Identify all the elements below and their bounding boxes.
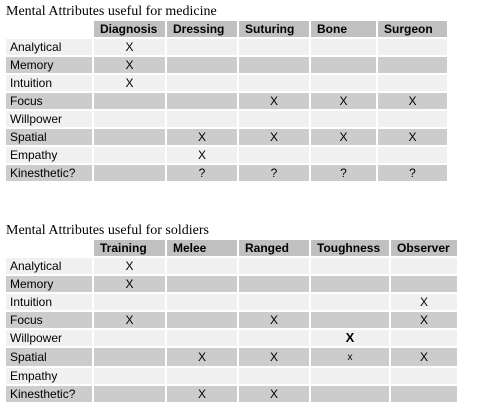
cell-mark: ?	[409, 166, 416, 180]
soldiers-table-block	[6, 223, 459, 404]
cell-mark: X	[197, 130, 206, 144]
table-cell	[239, 294, 309, 310]
row-label: Memory	[6, 276, 92, 292]
table-cell	[378, 75, 447, 91]
table-cell	[167, 258, 237, 274]
table-cell	[391, 330, 457, 346]
cell-mark: X	[339, 130, 348, 144]
table-cell	[94, 165, 165, 181]
table-cell	[94, 111, 165, 127]
table-cell	[239, 386, 309, 402]
table-row	[6, 93, 447, 109]
cell-mark: ?	[198, 166, 206, 180]
column-header: Bone	[311, 21, 376, 37]
cell-mark: X	[125, 76, 134, 90]
column-header: Toughness	[311, 240, 389, 256]
medicine-table-block	[6, 4, 449, 183]
column-header: Suturing	[239, 21, 309, 37]
table-cell	[239, 75, 309, 91]
table-cell	[378, 111, 447, 127]
table-cell	[311, 312, 389, 328]
column-header: Observer	[391, 240, 457, 256]
table-cell	[167, 129, 237, 145]
row-label: Analytical	[6, 39, 92, 55]
table-row	[6, 129, 447, 145]
cell-mark: X	[197, 148, 206, 162]
table-cell	[311, 93, 376, 109]
soldiers-table-caption: Mental Attributes useful for soldiers	[6, 223, 209, 238]
column-header: Diagnosis	[94, 21, 165, 37]
table-cell	[391, 386, 457, 402]
table-cell	[94, 330, 165, 346]
medicine-attributes-table	[4, 19, 449, 183]
table-cell	[239, 165, 309, 181]
row-label: Analytical	[6, 258, 92, 274]
row-label: Kinesthetic?	[6, 165, 92, 181]
table-cell	[311, 330, 389, 346]
cell-mark: X	[419, 313, 428, 327]
row-label: Empathy	[6, 368, 92, 384]
table-cell	[311, 368, 389, 384]
cell-mark: ?	[340, 166, 347, 180]
table-cell	[239, 276, 309, 292]
table-cell	[94, 276, 165, 292]
table-cell	[239, 111, 309, 127]
table-row	[6, 330, 457, 346]
table-row	[6, 75, 447, 91]
table-cell	[94, 368, 165, 384]
table-cell	[167, 57, 237, 73]
table-row	[6, 111, 447, 127]
table-row	[6, 276, 457, 292]
cell-mark: X	[197, 387, 206, 401]
header-row	[6, 240, 457, 256]
cell-mark: X	[197, 350, 206, 364]
table-cell	[391, 368, 457, 384]
cell-mark: X	[345, 330, 355, 345]
table-cell	[311, 386, 389, 402]
table-cell	[94, 129, 165, 145]
table-cell	[94, 75, 165, 91]
table-cell	[239, 147, 309, 163]
cell-mark: X	[339, 94, 348, 108]
table-row	[6, 147, 447, 163]
header-corner	[6, 240, 92, 256]
column-header: Ranged	[239, 240, 309, 256]
table-cell	[378, 57, 447, 73]
cell-mark: X	[125, 40, 134, 54]
table-cell	[311, 258, 389, 274]
table-cell	[167, 75, 237, 91]
cell-mark: X	[125, 277, 134, 291]
table-row	[6, 258, 457, 274]
table-cell	[167, 386, 237, 402]
table-cell	[239, 312, 309, 328]
row-label: Kinesthetic?	[6, 386, 92, 402]
row-label: Focus	[6, 312, 92, 328]
table-row	[6, 57, 447, 73]
row-label: Intuition	[6, 75, 92, 91]
cell-mark: X	[419, 295, 428, 309]
header-row	[6, 21, 447, 37]
cell-mark: x	[347, 352, 353, 363]
cell-mark: X	[269, 313, 278, 327]
table-cell	[391, 276, 457, 292]
table-cell	[391, 312, 457, 328]
table-cell	[391, 348, 457, 366]
table-cell	[167, 39, 237, 55]
cell-mark: ?	[270, 166, 278, 180]
table-cell	[311, 129, 376, 145]
table-cell	[167, 147, 237, 163]
cell-mark: X	[125, 259, 134, 273]
table-cell	[239, 57, 309, 73]
table-cell	[311, 294, 389, 310]
table-cell	[311, 57, 376, 73]
table-cell	[239, 129, 309, 145]
table-cell	[167, 294, 237, 310]
table-cell	[167, 111, 237, 127]
table-cell	[167, 312, 237, 328]
table-cell	[94, 258, 165, 274]
column-header: Melee	[167, 240, 237, 256]
row-label: Willpower	[6, 330, 92, 346]
row-label: Willpower	[6, 111, 92, 127]
row-label: Spatial	[6, 348, 92, 366]
table-cell	[311, 147, 376, 163]
cell-mark: X	[269, 130, 278, 144]
table-cell	[167, 348, 237, 366]
table-cell	[94, 348, 165, 366]
table-cell	[378, 165, 447, 181]
table-cell	[94, 312, 165, 328]
table-cell	[94, 57, 165, 73]
row-label: Intuition	[6, 294, 92, 310]
table-cell	[239, 348, 309, 366]
table-cell	[311, 111, 376, 127]
table-cell	[239, 258, 309, 274]
table-cell	[167, 93, 237, 109]
column-header: Surgeon	[378, 21, 447, 37]
header-corner	[6, 21, 92, 37]
medicine-table-caption: Mental Attributes useful for medicine	[6, 4, 217, 19]
table-row	[6, 39, 447, 55]
row-label: Focus	[6, 93, 92, 109]
row-label: Spatial	[6, 129, 92, 145]
column-header: Dressing	[167, 21, 237, 37]
table-row	[6, 312, 457, 328]
table-row	[6, 165, 447, 181]
table-cell	[311, 276, 389, 292]
cell-mark: X	[125, 313, 134, 327]
table-cell	[239, 93, 309, 109]
table-row	[6, 294, 457, 310]
table-cell	[94, 93, 165, 109]
table-cell	[94, 294, 165, 310]
column-header: Training	[94, 240, 165, 256]
table-cell	[391, 258, 457, 274]
table-cell	[167, 330, 237, 346]
table-cell	[94, 39, 165, 55]
table-cell	[378, 39, 447, 55]
cell-mark: X	[269, 94, 278, 108]
table-cell	[94, 147, 165, 163]
row-label: Memory	[6, 57, 92, 73]
table-cell	[94, 386, 165, 402]
cell-mark: X	[419, 350, 428, 364]
cell-mark: X	[125, 58, 134, 72]
table-cell	[311, 39, 376, 55]
cell-mark: X	[269, 350, 278, 364]
table-cell	[239, 330, 309, 346]
soldiers-attributes-table	[4, 238, 459, 404]
row-label: Empathy	[6, 147, 92, 163]
table-cell	[239, 39, 309, 55]
table-cell	[167, 276, 237, 292]
table-cell	[378, 147, 447, 163]
table-cell	[311, 75, 376, 91]
table-cell	[167, 368, 237, 384]
table-row	[6, 386, 457, 402]
table-row	[6, 368, 457, 384]
table-cell	[311, 165, 376, 181]
table-row	[6, 348, 457, 366]
cell-mark: X	[408, 94, 417, 108]
table-cell	[378, 93, 447, 109]
table-cell	[311, 348, 389, 366]
table-cell	[378, 129, 447, 145]
cell-mark: X	[408, 130, 417, 144]
table-cell	[391, 294, 457, 310]
cell-mark: X	[269, 387, 278, 401]
table-cell	[239, 368, 309, 384]
table-cell	[167, 165, 237, 181]
